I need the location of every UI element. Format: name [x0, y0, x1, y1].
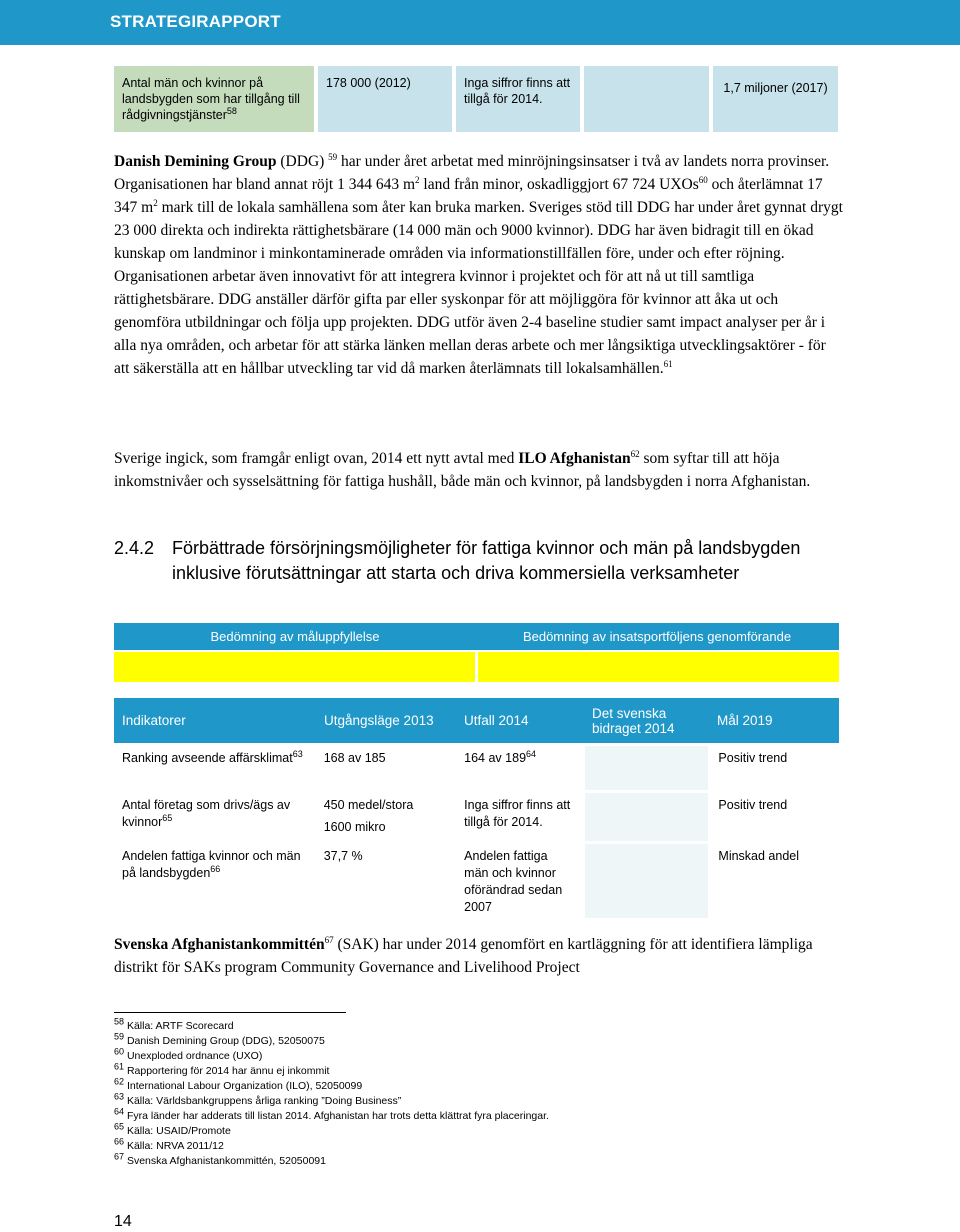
- table-row: [114, 844, 839, 918]
- row-contribution: [585, 844, 709, 918]
- top-table-label: Antal män och kvinnor på landsbygden som har tillgång till rådgivningstjänster$^{58}$: [114, 66, 314, 132]
- footnote: $^{62}$ International Labour Organization (ILO), 52050099: [114, 1076, 363, 1092]
- top-table-value-2: Inga siffror finns att tillgå för 2014.: [456, 66, 580, 132]
- footnote: $^{58}$ Källa: ARTF Scorecard: [114, 1016, 234, 1032]
- row-indicator: Andelen fattiga kvinnor och män på landsbygden$^{66}$: [114, 844, 314, 918]
- footnote: $^{61}$ Rapportering för 2014 har ännu ej inkommit: [114, 1061, 330, 1077]
- footnote: $^{59}$ Danish Demining Group (DDG), 52050075: [114, 1031, 325, 1047]
- top-table-value-4: 1,7 miljoner (2017): [713, 66, 838, 132]
- footnote: $^{65}$ Källa: USAID/Promote: [114, 1121, 231, 1137]
- row-contribution: [585, 746, 709, 790]
- row-baseline: 450 medel/stora 1600 mikro: [316, 793, 454, 841]
- row-goal: Positiv trend: [710, 793, 839, 841]
- assessment-status-portfolio: [478, 652, 839, 682]
- paragraph-ilo: Sverige ingick, som framgår enligt ovan, 2014 ett nytt avtal med ILO Afghanistan$^{62}$ som syftar till att höja inkomstnivåer och sysselsättning för fattiga hushåll, både män och kvinnor, på landsbygden i norra Afghanistan.: [114, 448, 811, 490]
- table-row: [114, 793, 839, 841]
- section-heading: [114, 536, 854, 586]
- row-outcome: Inga siffror finns att tillgå för 2014.: [456, 793, 583, 841]
- top-table-value-1: 178 000 (2012): [318, 66, 452, 132]
- row-goal: Positiv trend: [710, 746, 839, 790]
- footnote: $^{66}$ Källa: NRVA 2011/12: [114, 1136, 224, 1152]
- section-title: Förbättrade försörjningsmöjligheter för fattiga kvinnor och män på landsbygden inklusive förutsättningar att starta och driva kommersiella verksamheter: [172, 538, 801, 583]
- page-number: 14: [114, 1213, 132, 1230]
- assessment-table: [114, 623, 839, 682]
- footnote: $^{64}$ Fyra länder har adderats till listan 2014. Afghanistan har trots detta klättrat fyra placeringar.: [114, 1106, 549, 1122]
- top-table-value-3: [584, 66, 709, 132]
- row-indicator: Antal företag som drivs/ägs av kvinnor$^{65}$: [114, 793, 314, 841]
- assessment-status-row: [114, 652, 839, 682]
- header-contribution: Det svenska bidraget 2014: [592, 705, 675, 736]
- header-baseline: Utgångsläge 2013: [324, 713, 434, 728]
- row-indicator: Ranking avseende affärsklimat$^{63}$: [114, 746, 314, 790]
- indicator-header: [114, 698, 839, 743]
- row-contribution: [585, 793, 709, 841]
- header-goal: Mål 2019: [717, 713, 773, 728]
- row-baseline: 168 av 185: [316, 746, 454, 790]
- table-row: [114, 746, 839, 790]
- header-bar: [0, 0, 960, 45]
- paragraph-ddg: Danish Demining Group (DDG) $^{59}$ har under året arbetat med minröjningsinsatser i två av landets norra provinser. Organisationen har bland annat röjt 1 344 643 $m^2$ land från minor, oskadliggjort 67 724 UXOs$^{60}$ och återlämnat 17 347 $m^2$ mark till de lokala samhällena som åter kan bruka marken. Sveriges stöd till DDG har under året gynnat drygt 23 000 direkta och indirekta rättighetsbärare (14 000 män och 9000 kvinnor). DDG har även bidragit till en ökad kunskap om landminor i minkontaminerade områden via informationstillfällen före, under och efter röjning. Organisationen arbetar även innovativt för att integrera kvinnor i projektet och för att nå ut till samtliga rättighetsbärare. DDG anställer därför gifta par eller syskonpar för att möjliggöra för kvinnor att åka ut och genomföra utbildningar och följa upp projekten. DDG utför även 2-4 baseline studier samt impact analyser per år i alla nya områden, och arbetar för att stärka länken mellan deras arbete och mer långsiktiga utvecklingsaktörer - för att säkerställa att en hållbar utveckling tar vid då marken återlämnats till lokalsamhällen.$^{61}$: [114, 151, 843, 377]
- footnote: $^{60}$ Unexploded ordnance (UXO): [114, 1046, 263, 1062]
- header-indicators: Indikatorer: [122, 713, 186, 728]
- row-outcome: 164 av $189^{64}$: [456, 746, 583, 790]
- header-title: STRATEGIRAPPORT: [110, 12, 281, 31]
- footnote-divider: [114, 1012, 346, 1013]
- assessment-status-goal: [114, 652, 475, 682]
- row-goal: Minskad andel: [710, 844, 839, 918]
- section-number: 2.4.2: [114, 538, 155, 558]
- assessment-header: [114, 623, 839, 650]
- header-outcome: Utfall 2014: [464, 713, 529, 728]
- top-table: [114, 66, 838, 132]
- assessment-col-portfolio: Bedömning av insatsportföljens genomförande: [522, 629, 792, 644]
- row-outcome: Andelen fattiga män och kvinnor oförändrad sedan 2007: [456, 844, 583, 918]
- footnotes: [114, 1016, 834, 1169]
- assessment-col-goal: Bedömning av måluppfyllelse: [210, 629, 380, 644]
- row-baseline: 37,7 %: [316, 844, 454, 918]
- paragraph-sak: Svenska Afghanistankommittén$^{67}$ (SAK) har under 2014 genomfört en kartläggning för att identifiera lämpliga distrikt för SAKs program Community Governance and Livelihood Project: [114, 934, 813, 976]
- footnote: $^{63}$ Källa: Världsbankgruppens årliga ranking ”Doing Business”: [114, 1091, 402, 1107]
- indicator-table: [114, 698, 839, 918]
- footnote: $^{67}$ Svenska Afghanistankommittén, 52050091: [114, 1151, 326, 1167]
